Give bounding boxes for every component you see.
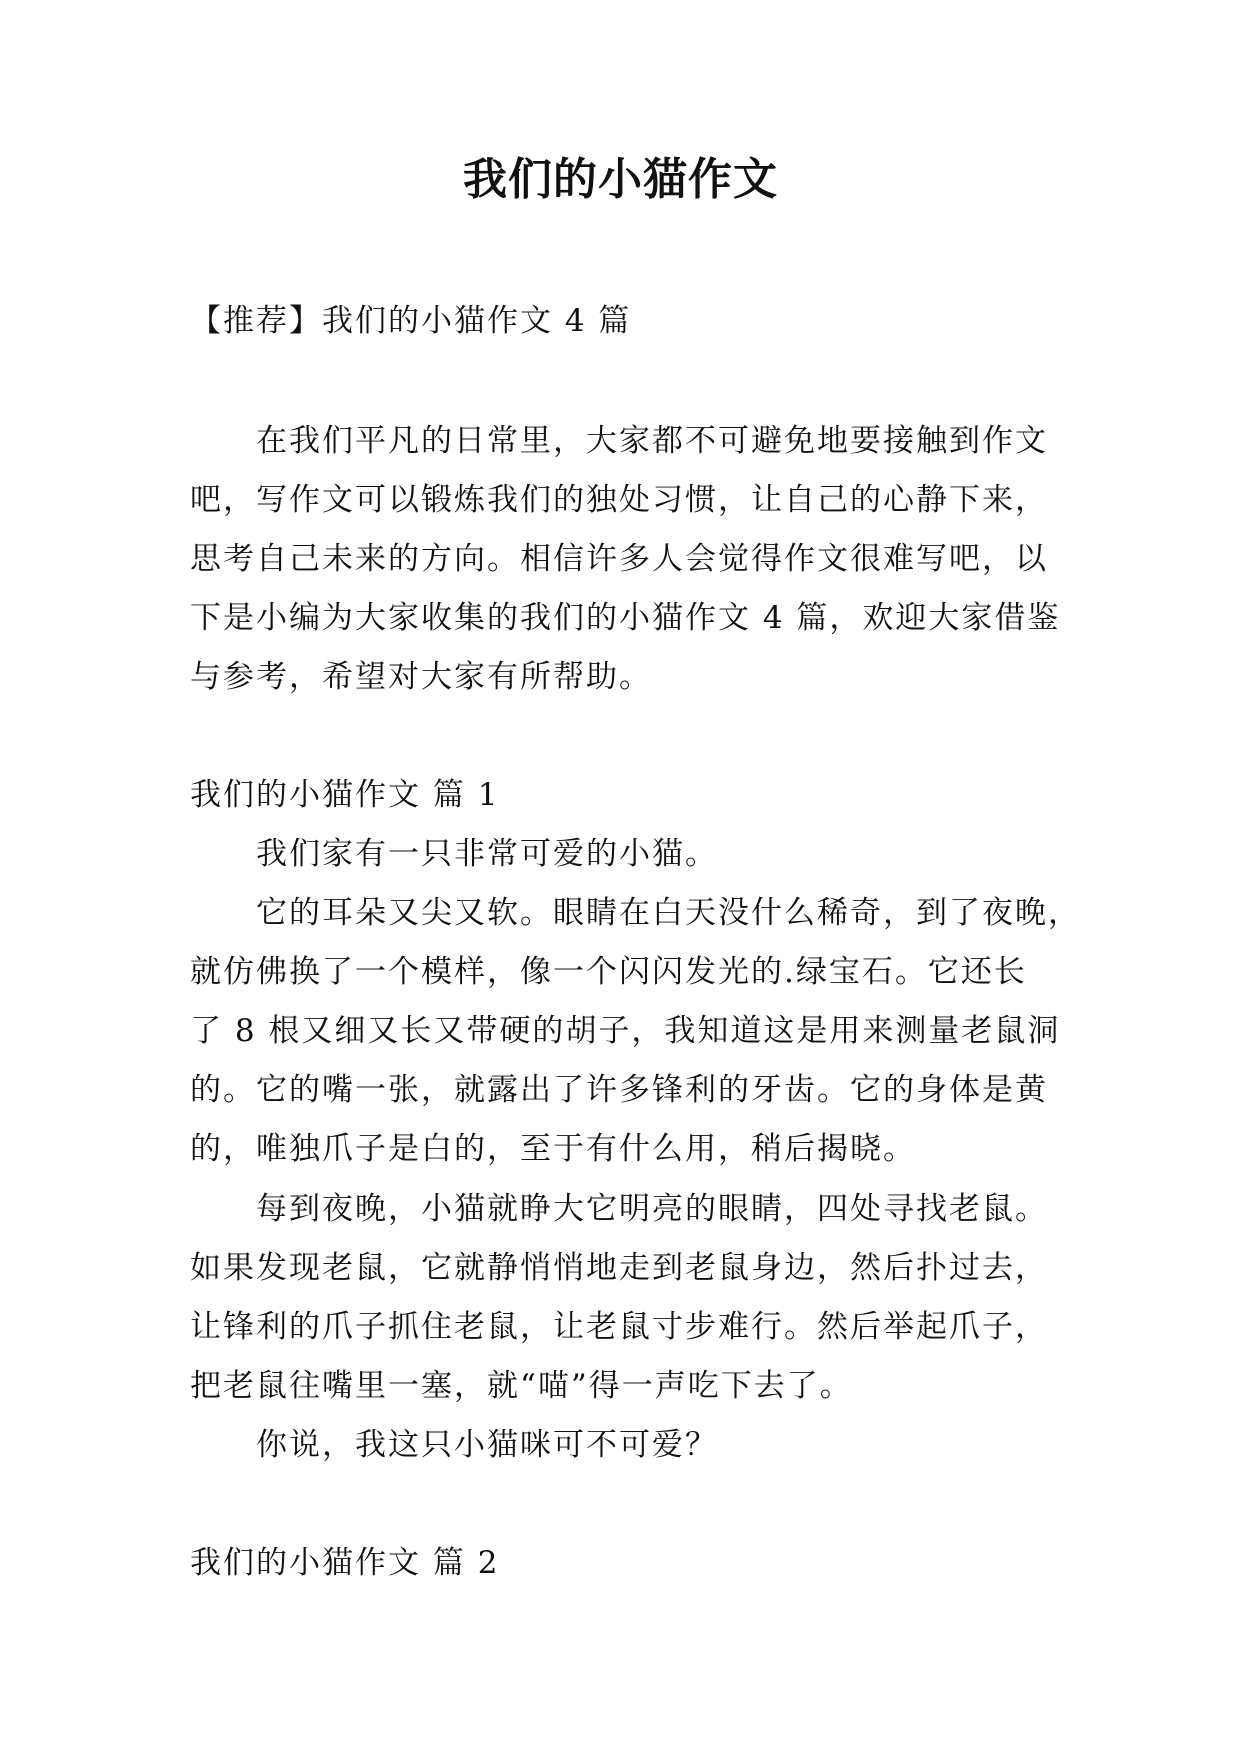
intro-paragraph: [190, 412, 1075, 707]
intro-line: 在我们平凡的日常里，大家都不可避免地要接触到作文: [256, 423, 1048, 459]
intro-line: 思考自己未来的方向。相信许多人会觉得作文很难写吧，以: [190, 541, 1048, 577]
paragraph-line: 如果发现老鼠，它就静悄悄地走到老鼠身边，然后扑过去，: [190, 1250, 1048, 1286]
intro-line: 吧，写作文可以锻炼我们的独处习惯，让自己的心静下来，: [190, 482, 1048, 518]
subtitle: 【推荐】我们的小猫作文 4 篇: [190, 303, 632, 339]
section-heading: 我们的小猫作文 篇 1: [190, 777, 500, 813]
section1-paragraph-4: 你说，我这只小猫咪可不可爱？: [256, 1427, 718, 1463]
intro-line: 与参考，希望对大家有所帮助。: [190, 659, 652, 695]
paragraph-line: 的，唯独爪子是白的，至于有什么用，稍后揭晓。: [190, 1131, 916, 1167]
paragraph-line: 了 8 根又细又长又带硬的胡子，我知道这是用来测量老鼠洞: [190, 1013, 1061, 1049]
section1-paragraph-3: [190, 1180, 1075, 1416]
section1-paragraph-2: [190, 884, 1081, 1179]
intro-line: 下是小编为大家收集的我们的小猫作文 4 篇，欢迎大家借鉴: [190, 600, 1061, 636]
paragraph-line: 每到夜晚，小猫就睁大它明亮的眼睛，四处寻找老鼠。: [256, 1191, 1048, 1227]
section1-paragraph-1: 我们家有一只非常可爱的小猫。: [256, 836, 718, 872]
paragraph-line: 它的耳朵又尖又软。眼睛在白天没什么稀奇，到了夜晚，: [256, 895, 1081, 931]
paragraph-line: 的。它的嘴一张，就露出了许多锋利的牙齿。它的身体是黄: [190, 1072, 1048, 1108]
paragraph-line: 把老鼠往嘴里一塞，就“喵”得一声吃下去了。: [190, 1368, 853, 1404]
section-heading: 我们的小猫作文 篇 2: [190, 1545, 500, 1581]
page-title: 我们的小猫作文: [463, 154, 778, 205]
paragraph-line: 就仿佛换了一个模样，像一个闪闪发光的.绿宝石。它还长: [190, 954, 1027, 990]
paragraph-line: 让锋利的爪子抓住老鼠，让老鼠寸步难行。然后举起爪子，: [190, 1309, 1048, 1345]
